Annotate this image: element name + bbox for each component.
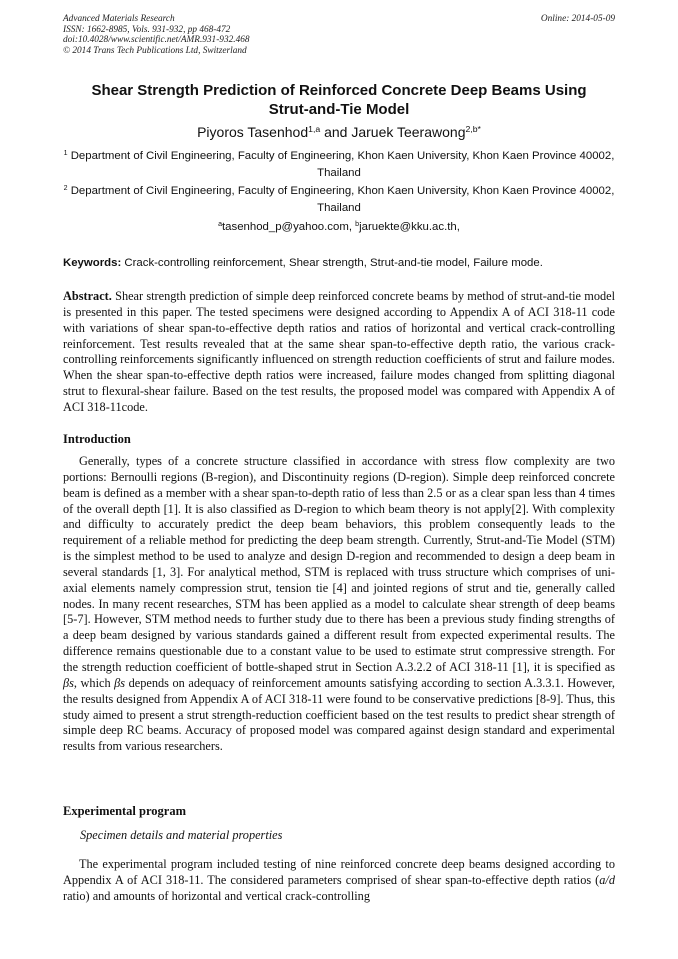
- author-list: [63, 123, 615, 141]
- intro-text-1: Generally, types of a concrete structure classified in accordance with stress flow complexity are two portions: Bernoulli regions (B-region), and Discontinuity regions (D-region). Simple deep reinforced concrete beam is defined as a member with a shear span-to-depth ratio of less than 2.5 or as a clear span less than 4 times of the overall depth [1]. It is also classified as D-region to which beam theory is not apply[2]. With complexity and difficulty to accurately predict the deep beam behaviors, this problem consequently leads to the requirement of a reliable method for predicting the deep beam strength. Currently, Strut-and-Tie Model (STM) is the simplest method to be used to analyze and design D-region and recommended to design a deep beam in several standards [1, 3]. For analytical method, STM is replaced with truss structure which comprises of uni-axial elements namely compression strut, tension tie [4] and jointed regions of strut and tie, generally called nodes. In many recent researches, STM has been applied as a model to calculate shear strength of deep beams [5-7]. However, STM method needs to further study due to there has been a previous study finding strengths of a deep beam designed by various standards gained a different result from expected experimental results. The difference remains questionable due to a constant value to be used to estimate strut compressive strength. For the strength reduction coefficient of bottle-shaped strut in Section A.3.2.2 of ACI 318-11 [1], it is specified as: [63, 454, 615, 674]
- author-2-name: Jaruek Teerawong: [351, 124, 466, 140]
- copyright-line: © 2014 Trans Tech Publications Ltd, Switzerland: [63, 45, 247, 56]
- affiliation-1-text: Department of Civil Engineering, Faculty of Engineering, Khon Kaen University, Khon Kaen Province 40002, Thailand: [67, 150, 615, 179]
- exp-text-1: The experimental program included testing of nine reinforced concrete deep beams designed according to Appendix A of ACI 318-11. The considered parameters comprised of shear span-to-effective depth ratios (: [63, 857, 615, 887]
- beta-s-symbol-2: βs: [114, 675, 126, 690]
- affiliation-2-text: Department of Civil Engineering, Faculty of Engineering, Khon Kaen University, Khon Kaen Province 40002, Thailand: [67, 185, 615, 214]
- affiliation-1-mark: 1: [63, 149, 68, 157]
- email-b[interactable]: jaruekte@kku.ac.th,: [359, 221, 460, 233]
- exp-text-2: ratio) and amounts of horizontal and vertical crack-controlling: [63, 888, 370, 903]
- affiliation-2-mark: 2: [63, 184, 68, 192]
- keywords-label: Keywords:: [63, 257, 122, 269]
- experimental-subheading: Specimen details and material properties: [80, 828, 283, 842]
- introduction-paragraph: [63, 454, 615, 755]
- title-line-2: Strut-and-Tie Model: [268, 101, 410, 118]
- author-1-name: Piyoros Tasenhod: [197, 124, 309, 140]
- email-b-mark: b: [355, 220, 360, 228]
- title-line-1: Shear Strength Prediction of Reinforced Concrete Deep Beams Using: [91, 82, 587, 99]
- ad-ratio-symbol: a/d: [599, 872, 615, 887]
- intro-text-2: , which: [73, 675, 115, 690]
- abstract-label: Abstract.: [63, 289, 112, 303]
- journal-header: [63, 14, 615, 56]
- journal-name: Advanced Materials Research: [63, 14, 175, 24]
- introduction-heading: Introduction: [63, 432, 131, 446]
- experimental-paragraph: [63, 857, 615, 905]
- keywords: [63, 255, 615, 271]
- online-date: Online: 2014-05-09: [540, 14, 615, 24]
- author-conjunction: and: [320, 124, 352, 140]
- paper-title: [63, 81, 615, 119]
- author-emails: [63, 219, 615, 235]
- abstract: [63, 289, 615, 416]
- affiliation-2: [63, 183, 615, 216]
- author-1-affil-mark: 1,a: [308, 123, 321, 134]
- doi-line: doi:10.4028/www.scientific.net/AMR.931-932.468: [63, 35, 250, 46]
- affiliation-1: [63, 148, 615, 181]
- intro-text-3: depends on adequacy of reinforcement amounts satisfying according to section A.3.3.1. However, the results designed from Appendix A of ACI 318-11 were found to be conservative predictions [8-9]. Thus, this study aimed to present a strut strength-reduction coefficient based on the test results to predict shear strength of simple deep RC beams. Accuracy of proposed model was compared against design standard and experimental results from various researchers.: [63, 675, 615, 754]
- experimental-heading: Experimental program: [63, 804, 187, 818]
- author-2-affil-mark: 2,b*: [465, 123, 481, 134]
- abstract-text: Shear strength prediction of simple deep reinforced concrete beams by method of strut-and-tie model is presented in this paper. The tested specimens were designed according to Appendix A of ACI 318-11 code with variations of shear span-to-effective depth ratios and ratios of horizontal and vertical crack-controlling reinforcement. Test results revealed that at the same shear span-to-effective depth ratio, the various crack-controlling reinforcements significantly influenced on strength reduction coefficients of strut and failure modes. When the shear span-to-effective depth ratios were increased, failure modes changed from splitting diagonal strut to flexural-shear failure. Based on the test results, the proposed model was compared with Appendix A of ACI 318-11code.: [63, 289, 615, 414]
- email-a[interactable]: tasenhod_p@yahoo.com,: [222, 221, 356, 233]
- keywords-text: Crack-controlling reinforcement, Shear strength, Strut-and-tie model, Failure mode.: [121, 257, 543, 269]
- beta-s-symbol-1: βs: [63, 675, 74, 690]
- issn-line: ISSN: 1662-8985, Vols. 931-932, pp 468-472: [63, 24, 231, 35]
- email-a-mark: a: [218, 220, 222, 228]
